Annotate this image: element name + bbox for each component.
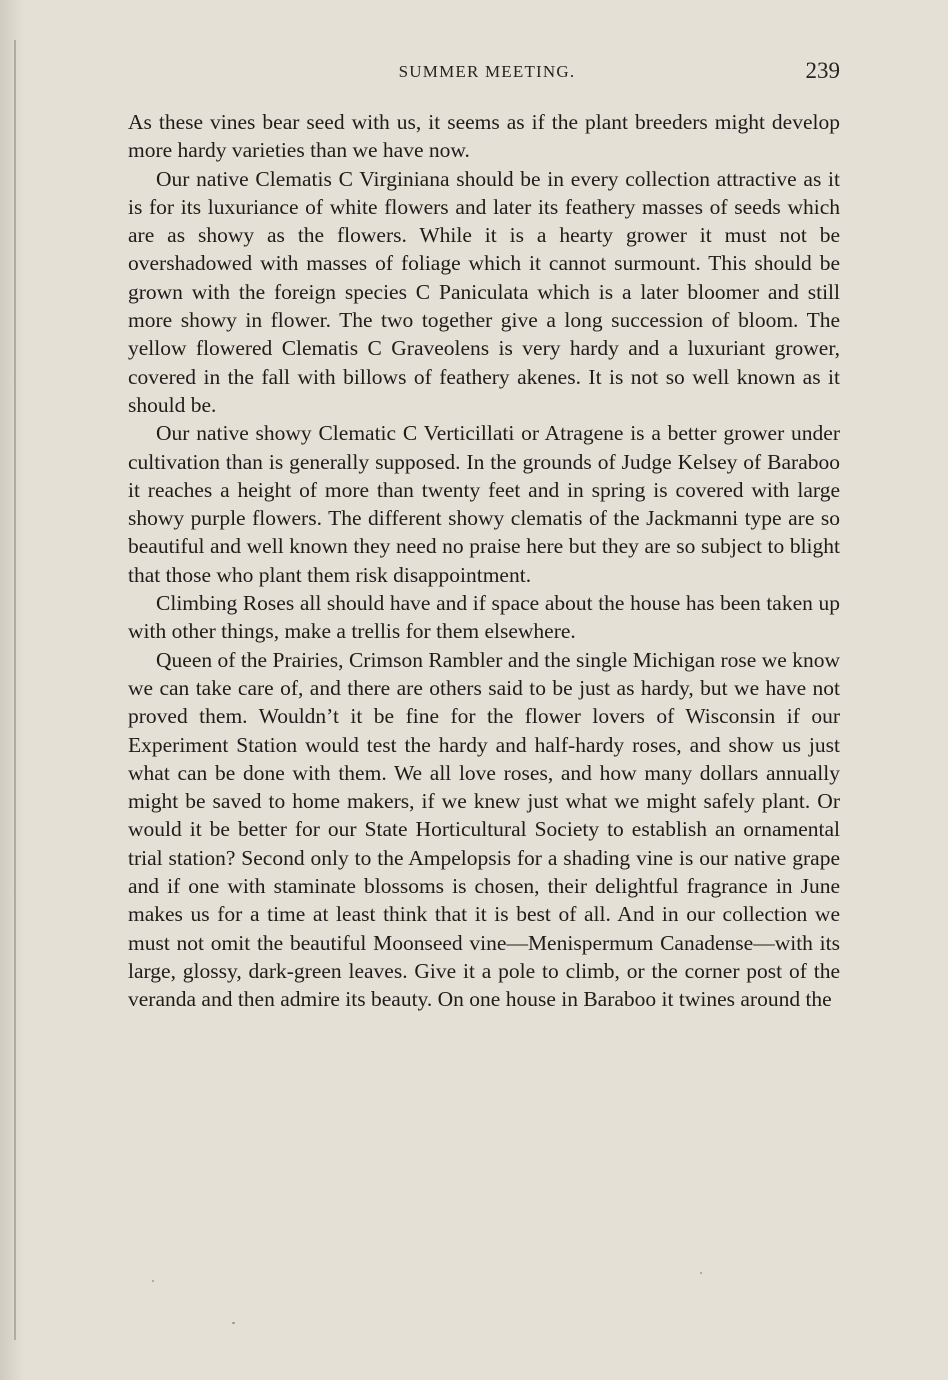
paper-speck bbox=[232, 1322, 235, 1324]
paper-speck bbox=[152, 1280, 154, 1282]
binding-edge bbox=[14, 40, 16, 1340]
paper-speck bbox=[700, 1272, 702, 1274]
paragraph: Our native Clematis C Virginiana should be in every collection attractive as it is for its luxuriance of white flowers and later its feathery masses of seeds which are as showy as the flowers. While it is a hearty grower it must not be overshadowed with masses of foliage which it cannot surmount. This should be grown with the foreign species C Paniculata which is a later bloomer and still more showy in flower. The two together give a long succession of bloom. The yellow flowered Clematis C Graveolens is very hardy and a luxuriant grower, covered in the fall with billows of feathery akenes. It is not so well known as it should be. bbox=[128, 166, 840, 417]
paragraph: Our native showy Clematic C Verticillati or Atragene is a better grower under cultivation than is generally supposed. In the grounds of Judge Kelsey of Baraboo it reaches a height of more than twenty feet and in spring is covered with large showy purple flowers. The different showy clematis of the Jackmanni type are so beautiful and well known they need no praise here but they are so subject to blight that those who plant them risk disappointment. bbox=[128, 421, 840, 587]
body-text bbox=[128, 108, 840, 1014]
binding-shadow bbox=[0, 0, 24, 1380]
paragraph: Climbing Roses all should have and if space about the house has been taken up with other things, make a trellis for them elsewhere. bbox=[128, 591, 840, 644]
page-number: 239 bbox=[805, 58, 840, 83]
running-head: SUMMER MEETING. bbox=[398, 62, 576, 81]
page-header bbox=[128, 58, 846, 88]
paragraph: As these vines bear seed with us, it seems as if the plant breeders might develop more hardy varieties than we have now. bbox=[128, 110, 840, 163]
paragraph: Queen of the Prairies, Crimson Rambler and the single Michigan rose we know we can take care of, and there are others said to be just as hardy, but we have not proved them. Wouldn’t it be fine for the flower lovers of Wisconsin if our Experiment Station would test the hardy and half-hardy roses, and show us just what can be done with them. We all love roses, and how many dollars annually might be saved to home makers, if we knew just what we might safely plant. Or would it be better for our State Horticultural Society to establish an ornamental trial station? Second only to the Ampelopsis for a shading vine is our native grape and if one with staminate blossoms is chosen, their delightful fragrance in June makes us for a time at least think that it is best of all. And in our collection we must not omit the beautiful Moonseed vine—Menispermum Canadense—with its large, glossy, dark-green leaves. Give it a pole to climb, or the corner post of the veranda and then admire its beauty. On one house in Baraboo it twines around the bbox=[128, 647, 840, 1012]
